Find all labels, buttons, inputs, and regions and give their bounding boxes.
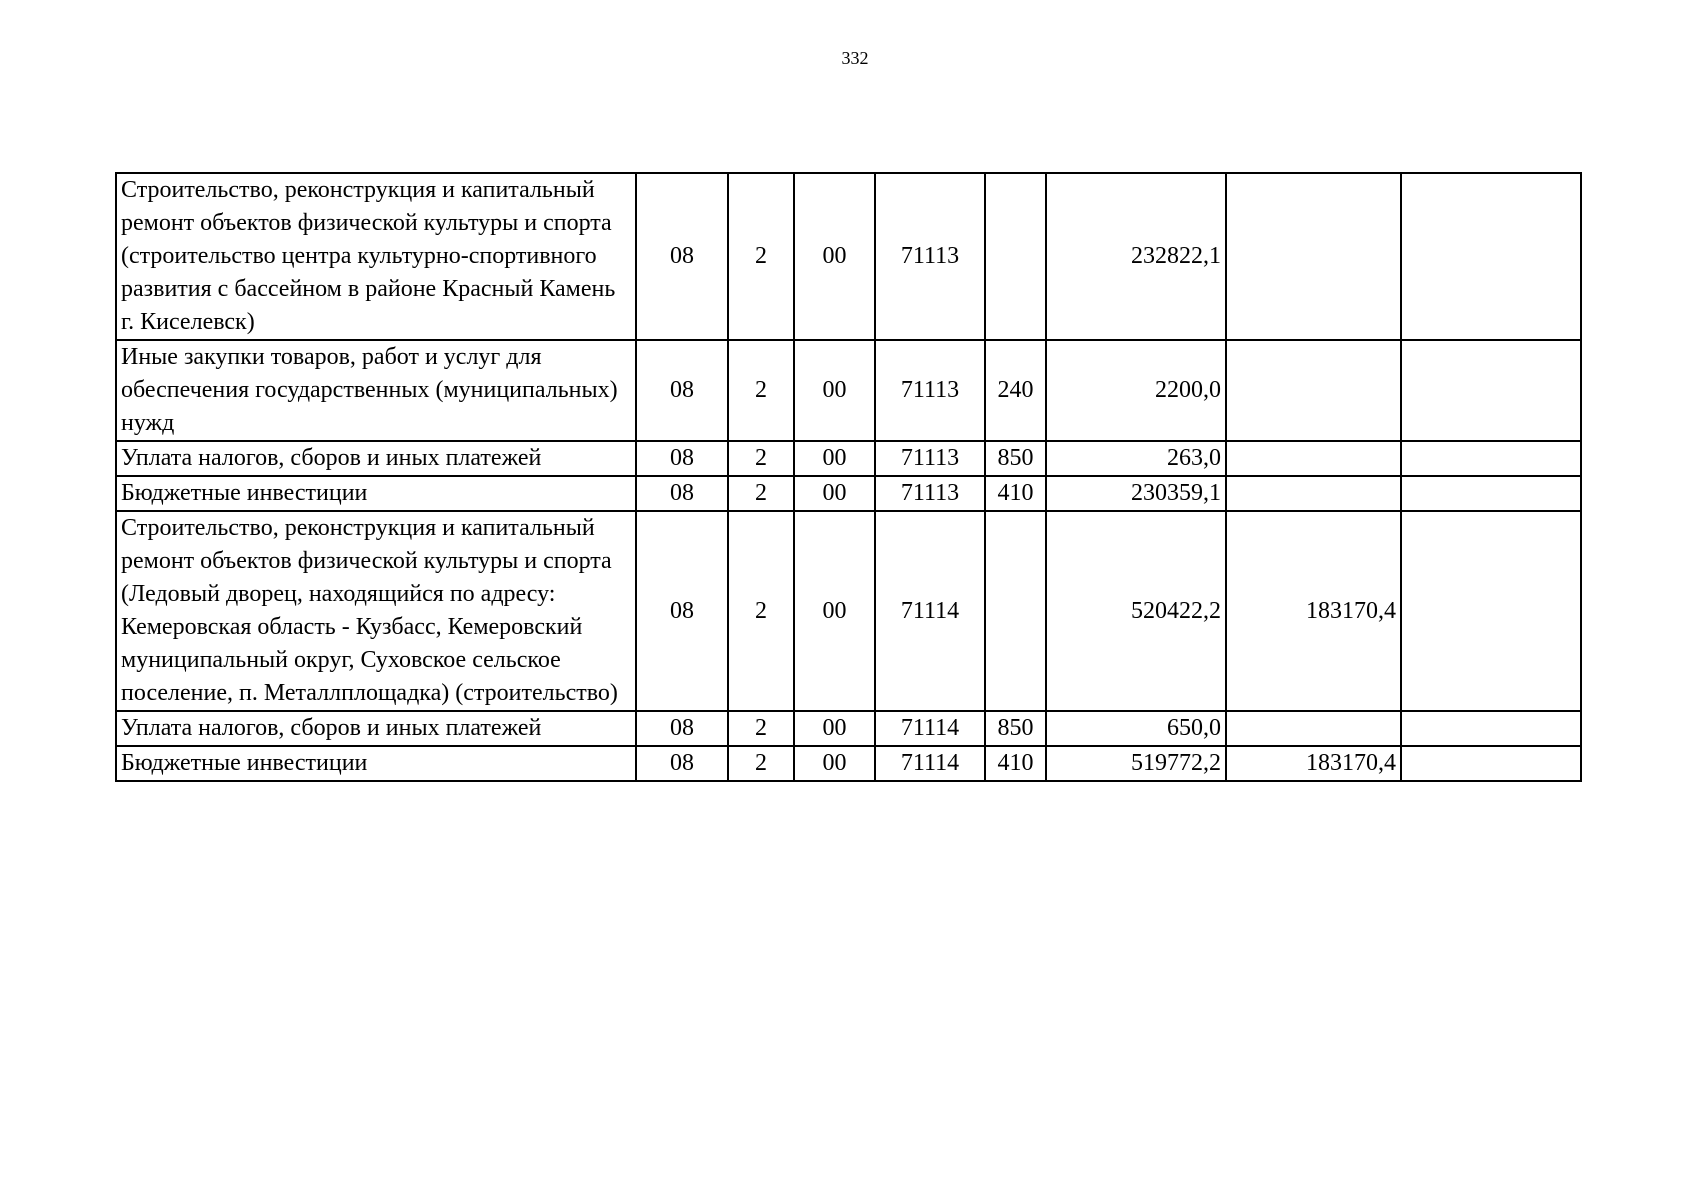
target-code: 71113 [875,441,985,476]
amount-2: 183170,4 [1226,746,1401,781]
expense-type-code: 410 [985,746,1046,781]
section-code: 08 [636,511,728,711]
section-code: 08 [636,476,728,511]
amount: 2200,0 [1046,340,1226,441]
amount-2 [1226,476,1401,511]
amount-2 [1226,441,1401,476]
group-code: 00 [794,441,875,476]
group-code: 00 [794,476,875,511]
amount-2 [1226,173,1401,340]
amount-3 [1401,441,1581,476]
amount-2 [1226,711,1401,746]
table-row [116,340,1581,441]
table-row [116,173,1581,340]
row-name: Бюджетные инвестиции [116,476,636,511]
group-code: 00 [794,746,875,781]
row-name: Уплата налогов, сборов и иных платежей [116,441,636,476]
target-code: 71114 [875,511,985,711]
subsection-code: 2 [728,476,794,511]
row-name: Бюджетные инвестиции [116,746,636,781]
table-row [116,511,1581,711]
group-code: 00 [794,173,875,340]
target-code: 71113 [875,476,985,511]
table-row [116,711,1581,746]
amount-3 [1401,746,1581,781]
target-code: 71114 [875,746,985,781]
section-code: 08 [636,340,728,441]
row-name: Строительство, реконструкция и капитальный ремонт объектов физической культуры и спорта (Ледовый дворец, находящийся по адресу: Кемеровская область - Кузбасс, Кемеровский муниципальный округ, Суховское сельское поселение, п. Металлплощадка) (строительство) [116,511,636,711]
row-name: Строительство, реконструкция и капитальный ремонт объектов физической культуры и спорта (строительство центра культурно-спортивного развития с бассейном в районе Красный Камень г. Киселевск) [116,173,636,340]
expense-type-code: 850 [985,441,1046,476]
amount-2: 183170,4 [1226,511,1401,711]
section-code: 08 [636,746,728,781]
section-code: 08 [636,441,728,476]
amount-3 [1401,711,1581,746]
target-code: 71113 [875,340,985,441]
table-row [116,476,1581,511]
page-number: 332 [841,48,869,68]
amount: 519772,2 [1046,746,1226,781]
table-row [116,441,1581,476]
amount: 232822,1 [1046,173,1226,340]
budget-table [115,172,1582,782]
subsection-code: 2 [728,711,794,746]
target-code: 71113 [875,173,985,340]
amount: 650,0 [1046,711,1226,746]
amount-3 [1401,476,1581,511]
amount: 520422,2 [1046,511,1226,711]
group-code: 00 [794,711,875,746]
section-code: 08 [636,173,728,340]
expense-type-code [985,173,1046,340]
subsection-code: 2 [728,173,794,340]
expense-type-code [985,511,1046,711]
group-code: 00 [794,511,875,711]
row-name: Иные закупки товаров, работ и услуг для обеспечения государственных (муниципальных) нужд [116,340,636,441]
subsection-code: 2 [728,441,794,476]
section-code: 08 [636,711,728,746]
amount-2 [1226,340,1401,441]
subsection-code: 2 [728,340,794,441]
amount: 263,0 [1046,441,1226,476]
expense-type-code: 240 [985,340,1046,441]
amount-3 [1401,173,1581,340]
expense-type-code: 850 [985,711,1046,746]
amount-3 [1401,340,1581,441]
table-row [116,746,1581,781]
subsection-code: 2 [728,746,794,781]
amount-3 [1401,511,1581,711]
amount: 230359,1 [1046,476,1226,511]
row-name: Уплата налогов, сборов и иных платежей [116,711,636,746]
group-code: 00 [794,340,875,441]
subsection-code: 2 [728,511,794,711]
expense-type-code: 410 [985,476,1046,511]
target-code: 71114 [875,711,985,746]
